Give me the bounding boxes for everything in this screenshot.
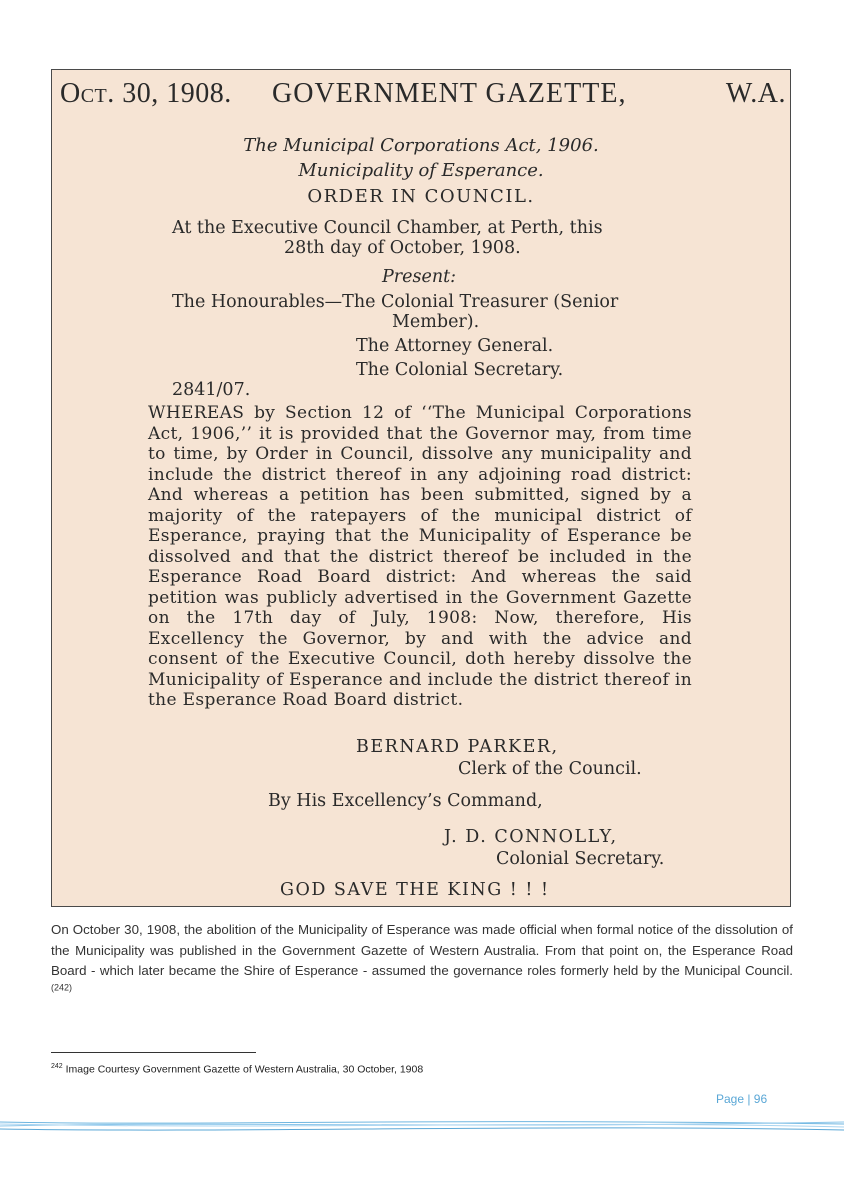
decorative-wave-lines [0,1112,844,1142]
caption-text: On October 30, 1908, the abolition of the Municipality of Esperance was made official when formal notice of the dissolution of the Municipality was published in the Government Gazette of Western Australia. From that point on, the Esperance Road Board - which later became the Shire of Esperance - assumed the governance roles formerly held by the Municipal Council. [51,922,793,979]
file-number: 2841/07. [172,380,251,400]
signatory-2-name: J. D. CONNOLLY, [444,827,618,847]
honourables-line-4: The Colonial Secretary. [356,360,564,380]
gazette-state: W.A. [725,78,786,109]
location-line-2: 28th day of October, 1908. [284,238,521,258]
gazette-clipping [51,69,791,907]
footnote-text: Image Courtesy Government Gazette of Western Australia, 30 October, 1908 [62,1063,424,1076]
present-label: Present: [382,267,457,287]
gazette-header [52,78,790,108]
footnote [51,1063,423,1076]
honourables-line-2: Member). [392,312,480,332]
footnote-number: 242 [51,1063,63,1070]
gazette-date: Oct. 30, 1908. [60,78,232,109]
signatory-2-title: Colonial Secretary. [496,849,665,869]
location-line-1: At the Executive Council Chamber, at Perth, this [172,218,603,238]
image-caption [51,920,793,1002]
act-line: The Municipal Corporations Act, 1906. [243,135,599,156]
honourables-line-3: The Attorney General. [356,336,554,356]
order-title: ORDER IN COUNCIL. [307,186,535,207]
closing-line: GOD SAVE THE KING ! ! ! [280,880,550,900]
signatory-1-title: Clerk of the Council. [458,759,642,779]
honourables-line-1: The Honourables—The Colonial Treasurer (Senior [172,292,619,312]
signatory-1-name: BERNARD PARKER, [356,737,559,757]
gazette-title: GOVERNMENT GAZETTE, [272,78,627,109]
caption-reference: (242) [51,982,73,993]
footnote-divider [51,1052,256,1053]
municipality-line: Municipality of Esperance. [298,160,544,181]
page-number: Page | 96 [716,1092,768,1106]
command-line: By His Excellency’s Command, [268,791,543,811]
order-body-text: WHEREAS by Section 12 of ‘‘The Municipal Corporations Act, 1906,’’ it is provided that the Governor may, from time to time, by Order in Council, dissolve any municipality and include the district thereof in any adjoining road district: And whereas a petition has been submitted, signed by a majority of the ratepayers of the municipal district of Esperance, praying that the Municipality of Esperance be dissolved and that the district thereof be included in the Esperance Road Board district: And whereas the said petition was publicly advertised in the Government Gazette on the 17th day of July, 1908: Now, therefore, His Excellency the Governor, by and with the advice and consent of the Executive Council, doth hereby dissolve the Municipality of Esperance and include the district thereof in the Esperance Road Board district. [148,403,692,710]
